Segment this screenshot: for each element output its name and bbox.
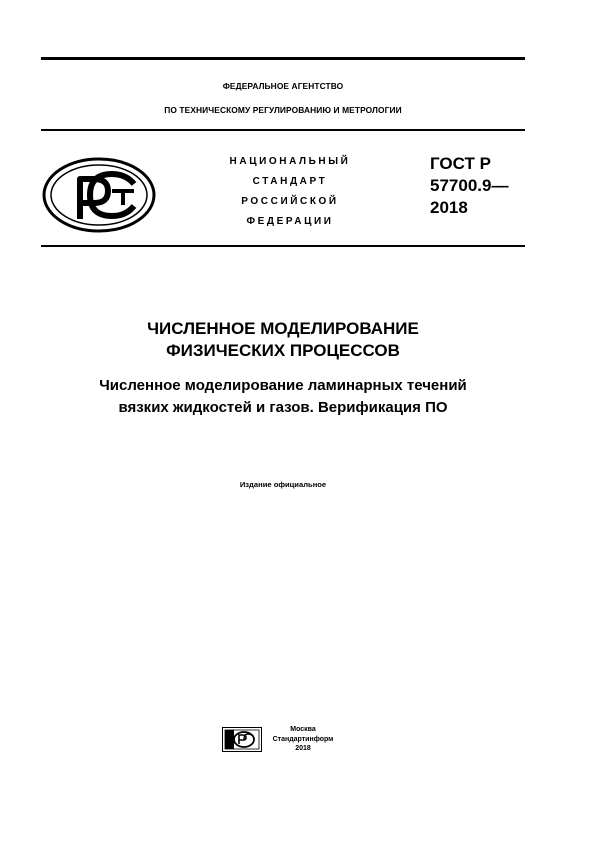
- edition-note: Издание официальное: [239, 480, 327, 489]
- standard-type-line-1: НАЦИОНАЛЬНЫЙ: [229, 156, 351, 167]
- designation-line-1: ГОСТ Р: [430, 154, 491, 173]
- main-title-line-1: ЧИСЛЕННОЕ МОДЕЛИРОВАНИЕ: [147, 319, 419, 338]
- rst-certification-mark-icon: [42, 157, 156, 233]
- top-rule: [41, 57, 525, 60]
- main-title-line-2: ФИЗИЧЕСКИХ ПРОЦЕССОВ: [166, 341, 400, 360]
- publisher-name: Стандартинформ: [272, 735, 334, 743]
- agency-line-2: ПО ТЕХНИЧЕСКОМУ РЕГУЛИРОВАНИЮ И МЕТРОЛОГИИ: [164, 105, 402, 115]
- subtitle-line-1: Численное моделирование ламинарных течений: [99, 377, 467, 394]
- standard-block-divider: [41, 245, 525, 247]
- standard-designation: [430, 153, 540, 219]
- designation-line-2: 57700.9—: [430, 176, 509, 195]
- subtitle-line-2: вязких жидкостей и газов. Верификация ПО: [118, 399, 448, 416]
- header-divider: [41, 129, 525, 131]
- agency-line-1: ФЕДЕРАЛЬНОЕ АГЕНТСТВО: [222, 81, 344, 91]
- publisher-year: 2018: [295, 745, 311, 753]
- standard-type-line-4: ФЕДЕРАЦИИ: [246, 216, 334, 227]
- standartinform-logo-icon: [222, 727, 262, 752]
- standard-type-line-2: СТАНДАРТ: [252, 176, 328, 187]
- publisher-city: Москва: [290, 726, 316, 733]
- publisher-block: [267, 725, 339, 754]
- designation-line-3: 2018: [430, 198, 468, 217]
- standard-type-line-3: РОССИЙСКОЙ: [241, 196, 339, 207]
